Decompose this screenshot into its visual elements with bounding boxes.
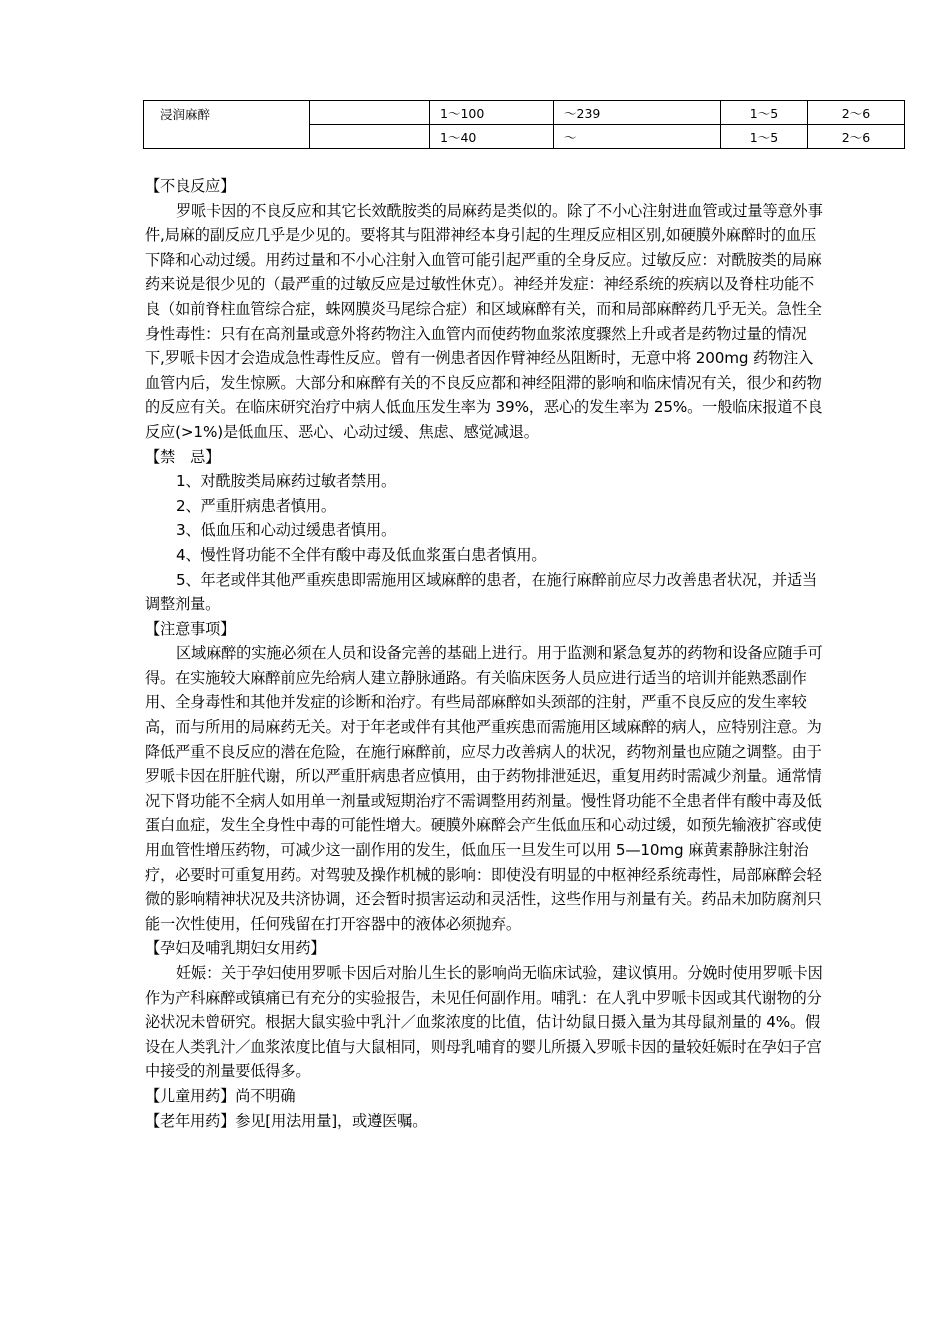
table-cell: ～ <box>554 125 721 149</box>
elderly-line <box>145 1109 825 1134</box>
table-cell <box>310 125 430 149</box>
table-cell <box>310 101 430 125</box>
section-heading-children: 【儿童用药】 <box>145 1086 236 1105</box>
table-cell: 1～5 <box>721 125 808 149</box>
precautions-paragraph: 区域麻醉的实施必须在人员和设备完善的基础上进行。用于监测和紧急复苏的药物和设备应随手可得。在实施较大麻醉前应先给病人建立静脉通路。有关临床医务人员应进行适当的培训并能熟悉副作用、全身毒性和其他并发症的诊断和治疗。有些局部麻醉如头颈部的注射，严重不良反应的发生率较高，而与所用的局麻药无关。对于年老或伴有其他严重疾患而需施用区域麻醉的病人，应特别注意。为降低严重不良反应的潜在危险，在施行麻醉前，应尽力改善病人的状况，药物剂量也应随之调整。由于罗哌卡因在肝脏代谢，所以严重肝病患者应慎用，由于药物排泄延迟，重复用药时需减少剂量。通常情况下肾功能不全病人如用单一剂量或短期治疗不需调整用药剂量。慢性肾功能不全患者伴有酸中毒及低蛋白血症，发生全身性中毒的可能性增大。硬膜外麻醉会产生低血压和心动过缓，如预先输液扩容或使用血管性增压药物，可减少这一副作用的发生，低血压一旦发生可以用 5—10mg 麻黄素静脉注射治疗，必要时可重复用药。对驾驶及操作机械的影响：即使没有明显的中枢神经系统毒性，局部麻醉会轻微的影响精神状况及共济协调，还会暂时损害运动和灵活性，这些作用与剂量有关。药品未加防腐剂只能一次性使用，任何残留在打开容器中的液体必须抛弃。 <box>145 644 823 933</box>
contraindication-item: 2、严重肝病患者慎用。 <box>176 496 336 515</box>
table-cell: 1～40 <box>430 125 554 149</box>
table-row <box>144 101 905 125</box>
contraindication-item: 4、慢性肾功能不全伴有酸中毒及低血浆蛋白患者慎用。 <box>176 545 547 564</box>
section-heading-elderly: 【老年用药】 <box>145 1111 236 1130</box>
table-cell: 1～5 <box>721 101 808 125</box>
section-heading-pregnancy: 【孕妇及哺乳期妇女用药】 <box>145 939 326 958</box>
elderly-text: 参见[用法用量]，或遵医嘱。 <box>235 1111 428 1130</box>
section-heading-precautions: 【注意事项】 <box>145 619 236 638</box>
pregnancy-paragraph: 妊娠：关于孕妇使用罗哌卡因后对胎儿生长的影响尚无临床试验，建议慎用。分娩时使用罗哌卡因作为产科麻醉或镇痛已有充分的实验报告，未见任何副作用。哺乳：在人乳中罗哌卡因或其代谢物的分泌状况未曾研究。根据大鼠实验中乳汁／血浆浓度的比值，估计幼鼠日摄入量为其母鼠剂量的 4%。假设在人类乳汁／血浆浓度比值与大鼠相同，则母乳哺育的婴儿所摄入罗哌卡因的量较妊娠时在孕妇子宫中接受的剂量要低得多。 <box>145 964 823 1081</box>
children-text: 尚不明确 <box>235 1086 296 1105</box>
table-cell: 2～6 <box>808 101 905 125</box>
contraindication-item: 3、低血压和心动过缓患者慎用。 <box>176 521 397 540</box>
table-cell-procedure: 浸润麻醉 <box>144 101 310 149</box>
document-body <box>145 174 825 1133</box>
children-line <box>145 1084 825 1109</box>
section-heading-adverse: 【不良反应】 <box>145 177 236 195</box>
table-cell: 2～6 <box>808 125 905 149</box>
contraindication-item: 1、对酰胺类局麻药过敏者禁用。 <box>176 472 397 491</box>
section-heading-contraindications: 【禁 忌】 <box>145 447 221 466</box>
table-cell: 1～100 <box>430 101 554 125</box>
contraindication-item: 5、年老或伴其他严重疾患即需施用区域麻醉的患者，在施行麻醉前应尽力改善患者状况，并适当调整剂量。 <box>145 570 818 614</box>
adverse-reactions-paragraph: 罗哌卡因的不良反应和其它长效酰胺类的局麻药是类似的。除了不小心注射进血管或过量等意外事件,局麻的副反应几乎是少见的。要将其与阻滞神经本身引起的生理反应相区别,如硬膜外麻醉时的血压下降和心动过缓。用药过量和不小心注射入血管可能引起严重的全身反应。过敏反应：对酰胺类的局麻药来说是很少见的（最严重的过敏反应是过敏性休克）。神经并发症：神经系统的疾病以及脊柱功能不良（如前脊柱血管综合症，蛛网膜炎马尾综合症）和区域麻醉有关，而和局部麻醉药几乎无关。急性全身性毒性：只有在高剂量或意外将药物注入血管内而使药物血浆浓度骤然上升或者是药物过量的情况下,罗哌卡因才会造成急性毒性反应。曾有一例患者因作臂神经丛阻断时，无意中将 200mg 药物注入血管内后，发生惊厥。大部分和麻醉有关的不良反应都和神经阻滞的影响和临床情况有关，很少和药物的反应有关。在临床研究治疗中病人低血压发生率为 39%，恶心的发生率为 25%。一般临床报道不良反应(>1%)是低血压、恶心、心动过缓、焦虑、感觉减退。 <box>145 201 823 441</box>
table-cell: ～239 <box>554 101 721 125</box>
dosage-table <box>143 100 905 149</box>
